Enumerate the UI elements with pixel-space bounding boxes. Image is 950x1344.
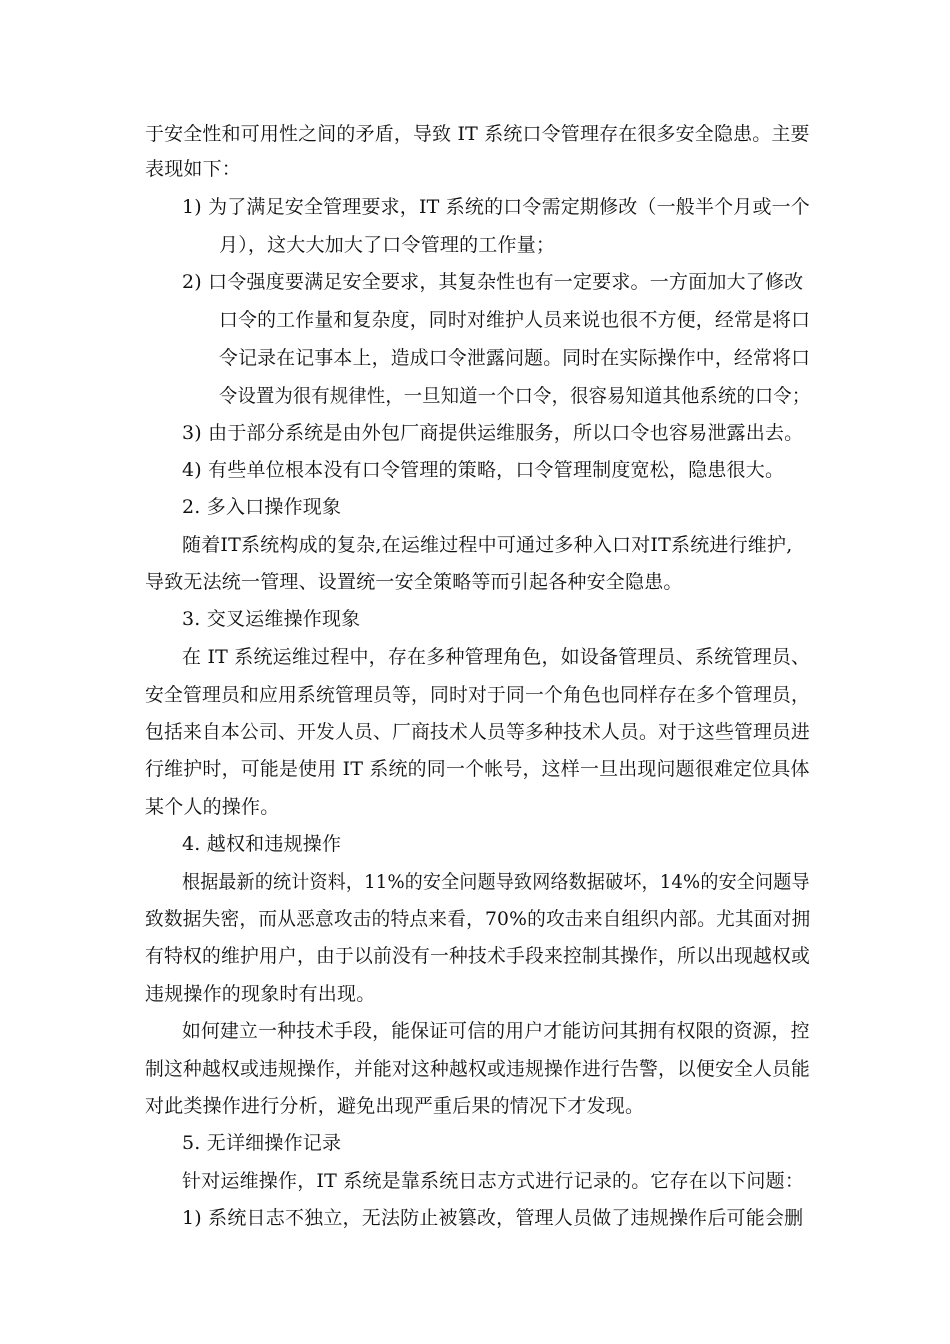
body-text-line: 表现如下： bbox=[145, 158, 242, 180]
section-heading: 5. 无详细操作记录 bbox=[182, 1132, 342, 1154]
list-item-2: 2) 口令强度要满足安全要求，其复杂性也有一定要求。一方面加大了修改 bbox=[182, 271, 804, 293]
body-text-line: 安全管理员和应用系统管理员等，同时对于同一个角色也同样存在多个管理员， bbox=[145, 684, 811, 706]
list-item-3: 3) 由于部分系统是由外包厂商提供运维服务，所以口令也容易泄露出去。 bbox=[182, 422, 804, 444]
body-text-line: 致数据失密，而从恶意攻击的特点来看，70%的攻击来自组织内部。尤其面对拥 bbox=[145, 908, 811, 930]
body-text-line: 如何建立一种技术手段，能保证可信的用户才能访问其拥有权限的资源，控 bbox=[182, 1020, 810, 1042]
body-text-line: 行维护时，可能是使用 IT 系统的同一个帐号，这样一旦出现问题很难定位具体 bbox=[145, 758, 810, 780]
list-item-1-continuation: 月），这大大加大了口令管理的工作量； bbox=[219, 234, 556, 256]
body-text-line: 根据最新的统计资料，11%的安全问题导致网络数据破坏，14%的安全问题导 bbox=[182, 871, 810, 893]
body-text-line: 制这种越权或违规操作，并能对这种越权或违规操作进行告警，以便安全人员能 bbox=[145, 1058, 811, 1080]
list-item-2-continuation: 令记录在记事本上，造成口令泄露问题。同时在实际操作中，经常将口 bbox=[219, 347, 811, 369]
list-item-4: 4) 有些单位根本没有口令管理的策略，口令管理制度宽松，隐患很大。 bbox=[182, 459, 785, 481]
list-item-1: 1) 系统日志不独立，无法防止被篡改，管理人员做了违规操作后可能会删 bbox=[182, 1207, 804, 1229]
body-text-line: 违规操作的现象时有出现。 bbox=[145, 983, 376, 1005]
body-text-line: 有特权的维护用户，由于以前没有一种技术手段来控制其操作，所以出现越权或 bbox=[145, 945, 811, 967]
list-item-1: 1) 为了满足安全管理要求，IT 系统的口令需定期修改（一般半个月或一个 bbox=[182, 196, 810, 218]
section-heading: 2. 多入口操作现象 bbox=[182, 496, 342, 518]
body-text-line: 对此类操作进行分析，避免出现严重后果的情况下才发现。 bbox=[145, 1095, 645, 1117]
list-item-2-continuation: 令设置为很有规律性，一旦知道一个口令，很容易知道其他系统的口令； bbox=[219, 385, 811, 407]
section-heading: 4. 越权和违规操作 bbox=[182, 833, 342, 855]
body-text-line: 某个人的操作。 bbox=[145, 796, 280, 818]
body-text-line: 包括来自本公司、开发人员、厂商技术人员等多种技术人员。对于这些管理员进 bbox=[145, 721, 811, 743]
body-text-line: 于安全性和可用性之间的矛盾，导致 IT 系统口令管理存在很多安全隐患。主要 bbox=[145, 123, 810, 145]
body-text-line: 针对运维操作，IT 系统是靠系统日志方式进行记录的。它存在以下问题： bbox=[182, 1170, 805, 1192]
body-text-line: 导致无法统一管理、设置统一安全策略等而引起各种安全隐患。 bbox=[145, 571, 683, 593]
body-text-line: 在 IT 系统运维过程中，存在多种管理角色，如设备管理员、系统管理员、 bbox=[182, 646, 811, 668]
section-heading: 3. 交叉运维操作现象 bbox=[182, 608, 361, 630]
list-item-2-continuation: 口令的工作量和复杂度，同时对维护人员来说也很不方便，经常是将口 bbox=[219, 309, 811, 331]
body-text-line: 随着IT系统构成的复杂,在运维过程中可通过多种入口对IT系统进行维护, bbox=[182, 534, 793, 556]
